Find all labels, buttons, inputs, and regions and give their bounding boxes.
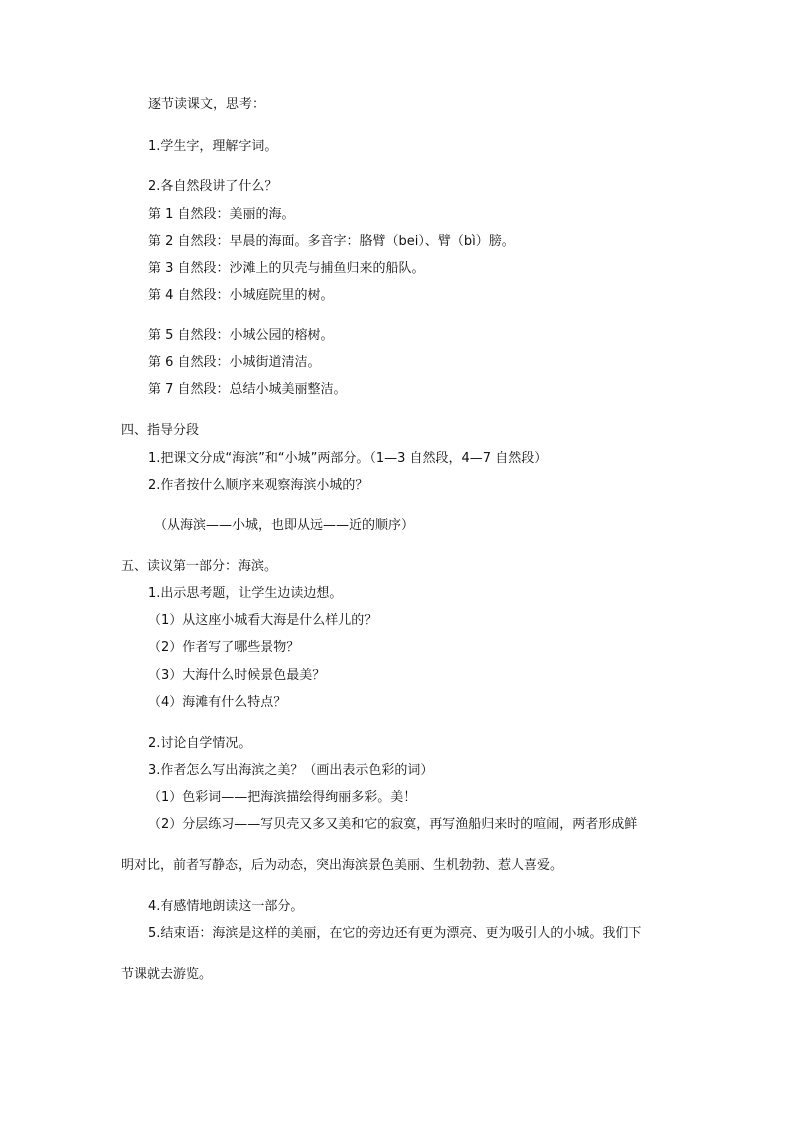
text-line: （1）色彩词——把海滨描绘得绚丽多彩。美！ xyxy=(148,790,417,805)
text-line: 第 2 自然段：早晨的海面。多音字：胳臂（bei）、臂（bì）膀。 xyxy=(148,234,515,249)
text-line: 2.各自然段讲了什么？ xyxy=(148,179,278,194)
text-line: 第 4 自然段：小城庭院里的树。 xyxy=(148,288,334,303)
text-line: 3.作者怎么写出海滨之美？（画出表示色彩的词） xyxy=(148,763,434,778)
section-heading: 五、读议第一部分：海滨。 xyxy=(121,559,278,574)
text-line: 第 3 自然段：沙滩上的贝壳与捕鱼归来的船队。 xyxy=(148,261,425,276)
text-line: 1.出示思考题，让学生边读边想。 xyxy=(148,586,343,601)
text-line: （3）大海什么时候景色最美？ xyxy=(148,668,326,683)
text-line: 第 7 自然段：总结小城美丽整洁。 xyxy=(148,382,347,397)
text-line: 2.作者按什么顺序来观察海滨小城的？ xyxy=(148,478,369,493)
text-line: 第 1 自然段：美丽的海。 xyxy=(148,207,295,222)
text-line: 1.学生字，理解字词。 xyxy=(148,139,278,154)
text-line: 5.结束语：海滨是这样的美丽，在它的旁边还有更为漂亮、更为吸引人的小城。我们下 xyxy=(148,926,642,941)
section-heading: 四、指导分段 xyxy=(121,423,200,438)
text-line: 1.把课文分成“海滨”和“小城”两部分。（1—3 自然段，4—7 自然段） xyxy=(148,451,548,466)
text-line: 明对比，前者写静态，后为动态，突出海滨景色美丽、生机勃勃、惹人喜爱。 xyxy=(121,858,564,873)
text-line: （4）海滩有什么特点？ xyxy=(148,695,287,710)
text-line: （2）作者写了哪些景物？ xyxy=(148,640,300,655)
text-line: 第 5 自然段：小城公园的榕树。 xyxy=(148,328,334,343)
text-line: 第 6 自然段：小城街道清洁。 xyxy=(148,355,321,370)
text-line: 2.讨论自学情况。 xyxy=(148,736,252,751)
text-line: （1）从这座小城看大海是什么样儿的？ xyxy=(148,613,378,628)
text-line: （从海滨——小城，也即从远——近的顺序） xyxy=(154,518,415,533)
text-line: （2）分层练习——写贝壳又多又美和它的寂寞，再写渔船归来时的喧闹，两者形成鲜 xyxy=(148,817,638,832)
text-line: 节课就去游览。 xyxy=(121,967,213,982)
intro-line: 逐节读课文，思考： xyxy=(148,97,266,112)
text-line: 4.有感情地朗读这一部分。 xyxy=(148,899,304,914)
